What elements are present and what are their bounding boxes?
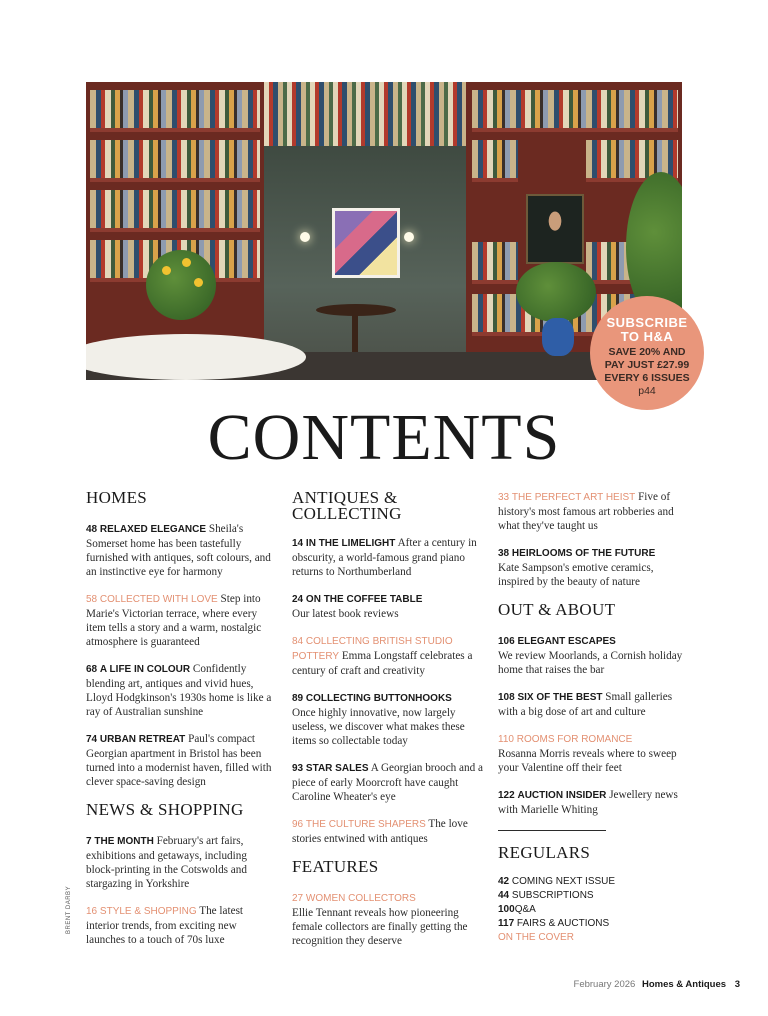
- entry-headline: A LIFE IN COLOUR: [99, 664, 191, 675]
- entry-page-number: 93: [292, 763, 304, 774]
- entry-description: Emma Longstaff celebrates a century of craft and creativity: [292, 650, 473, 677]
- entry-page-number: 68: [86, 664, 98, 675]
- roundel-line: SUBSCRIBE: [606, 315, 688, 330]
- page-number: 3: [734, 979, 740, 990]
- roundel-headline: [590, 316, 704, 344]
- column-right: [498, 490, 690, 945]
- entry-description: Ellie Tennant reveals how pioneering female collectors are finally getting the recognition they deserve: [292, 907, 468, 947]
- entry-page-number: 58: [86, 594, 98, 605]
- regular-page-number: 44: [498, 890, 510, 901]
- plant: [516, 262, 596, 322]
- regular-label: Q&A: [514, 904, 536, 915]
- entry-headline: THE PERFECT ART HEIST: [511, 492, 636, 503]
- magazine-name: Homes & Antiques: [641, 979, 727, 990]
- contents-entry[interactable]: [292, 891, 484, 948]
- contents-entry[interactable]: [292, 817, 484, 846]
- entry-description: Five of history's most famous art robberies and what they've taught us: [498, 491, 674, 532]
- entry-page-number: 38: [498, 548, 510, 559]
- contents-entry[interactable]: [292, 592, 484, 621]
- roundel-line: TO H&A: [620, 329, 674, 344]
- abstract-painting: [332, 208, 400, 278]
- entry-headline: IN THE LIMELIGHT: [305, 538, 396, 549]
- entry-description: Small galleries with a big dose of art and culture: [498, 691, 673, 718]
- page-title: CONTENTS: [207, 401, 561, 474]
- photo-credit: BRENT DARBY: [66, 885, 72, 934]
- regular-item[interactable]: [498, 889, 690, 903]
- entry-description: The latest interior trends, from exciting new launches to a touch of 70s luxe: [86, 905, 244, 946]
- regular-label: SUBSCRIPTIONS: [511, 890, 594, 901]
- entry-page-number: 108: [498, 692, 515, 703]
- contents-entry[interactable]: [86, 834, 278, 891]
- regular-page-number: 117: [498, 918, 515, 929]
- contents-entry[interactable]: [498, 788, 690, 817]
- entry-page-number: 122: [498, 790, 515, 801]
- entry-page-number: 33: [498, 492, 510, 503]
- entry-description: Step into Marie's Victorian terrace, where every item tells a story and a warm, nostalgic atmosphere is guaranteed: [86, 593, 262, 648]
- contents-entry[interactable]: [292, 691, 484, 748]
- flower: [162, 266, 171, 275]
- portrait-painting: [526, 194, 584, 264]
- shelf-row: [472, 242, 518, 284]
- contents-entry[interactable]: [498, 634, 690, 677]
- contents-entry[interactable]: [86, 592, 278, 649]
- subscribe-roundel[interactable]: [590, 296, 704, 410]
- section-heading-features: FEATURES: [292, 857, 379, 876]
- entry-page-number: 106: [498, 636, 515, 647]
- contents-entry[interactable]: [86, 522, 278, 579]
- regular-item[interactable]: [498, 903, 690, 917]
- wall-lamp: [404, 232, 414, 242]
- shelf-row: [472, 140, 518, 182]
- roundel-line: SAVE 20% AND: [608, 346, 686, 358]
- entry-headline: COLLECTED WITH LOVE: [99, 594, 218, 605]
- entry-headline: SIX OF THE BEST: [517, 692, 603, 703]
- regular-page-number: 42: [498, 876, 510, 887]
- entry-headline: COLLECTING BUTTONHOOKS: [305, 693, 452, 704]
- entry-page-number: 24: [292, 594, 304, 605]
- entry-description: Paul's compact Georgian apartment in Bristol has been turned into a modernist haven, filled with clever space-saving design: [86, 733, 272, 788]
- contents-entry[interactable]: [498, 490, 690, 533]
- roundel-offer: [590, 346, 704, 398]
- entry-description: Kate Sampson's emotive ceramics, inspired by the beauty of nature: [498, 562, 654, 588]
- shelf-row: [472, 90, 678, 132]
- regular-item[interactable]: [498, 875, 690, 889]
- entry-page-number: 16: [86, 906, 98, 917]
- divider: [498, 830, 606, 831]
- blue-vase: [542, 318, 574, 356]
- entry-description: Jewellery news with Marielle Whiting: [498, 789, 678, 816]
- entry-description: Once highly innovative, now largely useless, we discover what makes these items so collectable today: [292, 707, 465, 747]
- roundel-line: PAY JUST £27.99: [604, 359, 690, 371]
- entry-description: Confidently blending art, antiques and vivid hues, Lloyd Hodgkinson's 1930s home is like a ray of Australian sunshine: [86, 663, 272, 718]
- section-heading-line: ANTIQUES &: [292, 488, 398, 507]
- entry-description: Our latest book reviews: [292, 608, 399, 620]
- section-heading-news: NEWS & SHOPPING: [86, 800, 244, 819]
- roundel-line: EVERY 6 ISSUES: [604, 372, 690, 384]
- page-footer: [574, 979, 740, 990]
- entry-page-number: 27: [292, 893, 304, 904]
- alcove-shelf: [264, 82, 466, 156]
- entry-headline: STAR SALES: [305, 763, 369, 774]
- regular-label: COMING NEXT ISSUE: [511, 876, 616, 887]
- contents-entry[interactable]: [498, 546, 690, 589]
- entry-headline: ELEGANT ESCAPES: [517, 636, 616, 647]
- column-left: [86, 490, 278, 960]
- entry-page-number: 89: [292, 693, 304, 704]
- regular-label: FAIRS & AUCTIONS: [516, 918, 610, 929]
- entry-description: We review Moorlands, a Cornish holiday home that raises the bar: [498, 650, 683, 676]
- entry-description: The love stories entwined with antiques: [292, 818, 468, 845]
- entry-headline: WOMEN COLLECTORS: [305, 893, 416, 904]
- contents-entry[interactable]: [86, 732, 278, 789]
- entry-headline: THE CULTURE SHAPERS: [305, 819, 426, 830]
- entry-headline: ROOMS FOR ROMANCE: [516, 734, 633, 745]
- plant: [146, 250, 216, 320]
- issue-date: February 2026: [573, 979, 636, 990]
- section-heading-out-and-about: OUT & ABOUT: [498, 600, 616, 619]
- contents-entry[interactable]: [86, 662, 278, 719]
- wall-lamp: [300, 232, 310, 242]
- entry-page-number: 84: [292, 636, 304, 647]
- entry-description: After a century in obscurity, a world-famous grand piano returns to Northumberland: [292, 537, 477, 578]
- entry-description: A Georgian brooch and a piece of early Moorcroft have caught Caroline Wheater's eye: [292, 762, 483, 803]
- section-heading-line: COLLECTING: [292, 504, 402, 523]
- roundel-page-ref: p44: [638, 385, 656, 397]
- entry-headline: AUCTION INSIDER: [517, 790, 607, 801]
- contents-entry[interactable]: [292, 634, 484, 678]
- regular-page-number: 100: [498, 904, 515, 915]
- section-heading-antiques: [292, 490, 484, 522]
- entry-page-number: 14: [292, 538, 304, 549]
- entry-headline: HEIRLOOMS OF THE FUTURE: [511, 548, 656, 559]
- shelf-row: [90, 90, 260, 132]
- flower: [194, 278, 203, 287]
- entry-headline: RELAXED ELEGANCE: [99, 524, 207, 535]
- entry-headline: STYLE & SHOPPING: [99, 906, 197, 917]
- shelf-row: [90, 190, 260, 232]
- entry-description: Rosanna Morris reveals where to sweep your Valentine off their feet: [498, 748, 677, 774]
- entry-headline: ON THE COFFEE TABLE: [305, 594, 423, 605]
- entry-headline: THE MONTH: [94, 836, 154, 847]
- shelf-row: [90, 140, 260, 182]
- contents-entry[interactable]: [86, 904, 278, 947]
- section-heading-regulars: REGULARS: [498, 843, 591, 862]
- on-the-cover-link[interactable]: ON THE COVER: [498, 932, 574, 943]
- entry-page-number: 96: [292, 819, 304, 830]
- entry-description: February's art fairs, exhibitions and getaways, including block-printing in the Cotswolds and stargazing in Yorkshire: [86, 835, 247, 890]
- column-middle: [292, 490, 484, 961]
- flower: [182, 258, 191, 267]
- section-heading-homes: HOMES: [86, 488, 148, 507]
- entry-headline: URBAN RETREAT: [99, 734, 186, 745]
- contents-entry[interactable]: [292, 761, 484, 804]
- entry-page-number: 110: [498, 734, 514, 745]
- entry-page-number: 7: [86, 836, 92, 847]
- entry-page-number: 74: [86, 734, 98, 745]
- entry-headline: COLLECTING BRITISH STUDIO POTTERY: [292, 636, 453, 662]
- regular-item[interactable]: [498, 917, 690, 931]
- entry-description: Sheila's Somerset home has been tastefully furnished with antiques, soft colours, and an instinctive eye for harmony: [86, 523, 271, 578]
- contents-entry[interactable]: [498, 690, 690, 719]
- entry-page-number: 48: [86, 524, 98, 535]
- contents-entry[interactable]: [498, 732, 690, 775]
- contents-entry[interactable]: [292, 536, 484, 579]
